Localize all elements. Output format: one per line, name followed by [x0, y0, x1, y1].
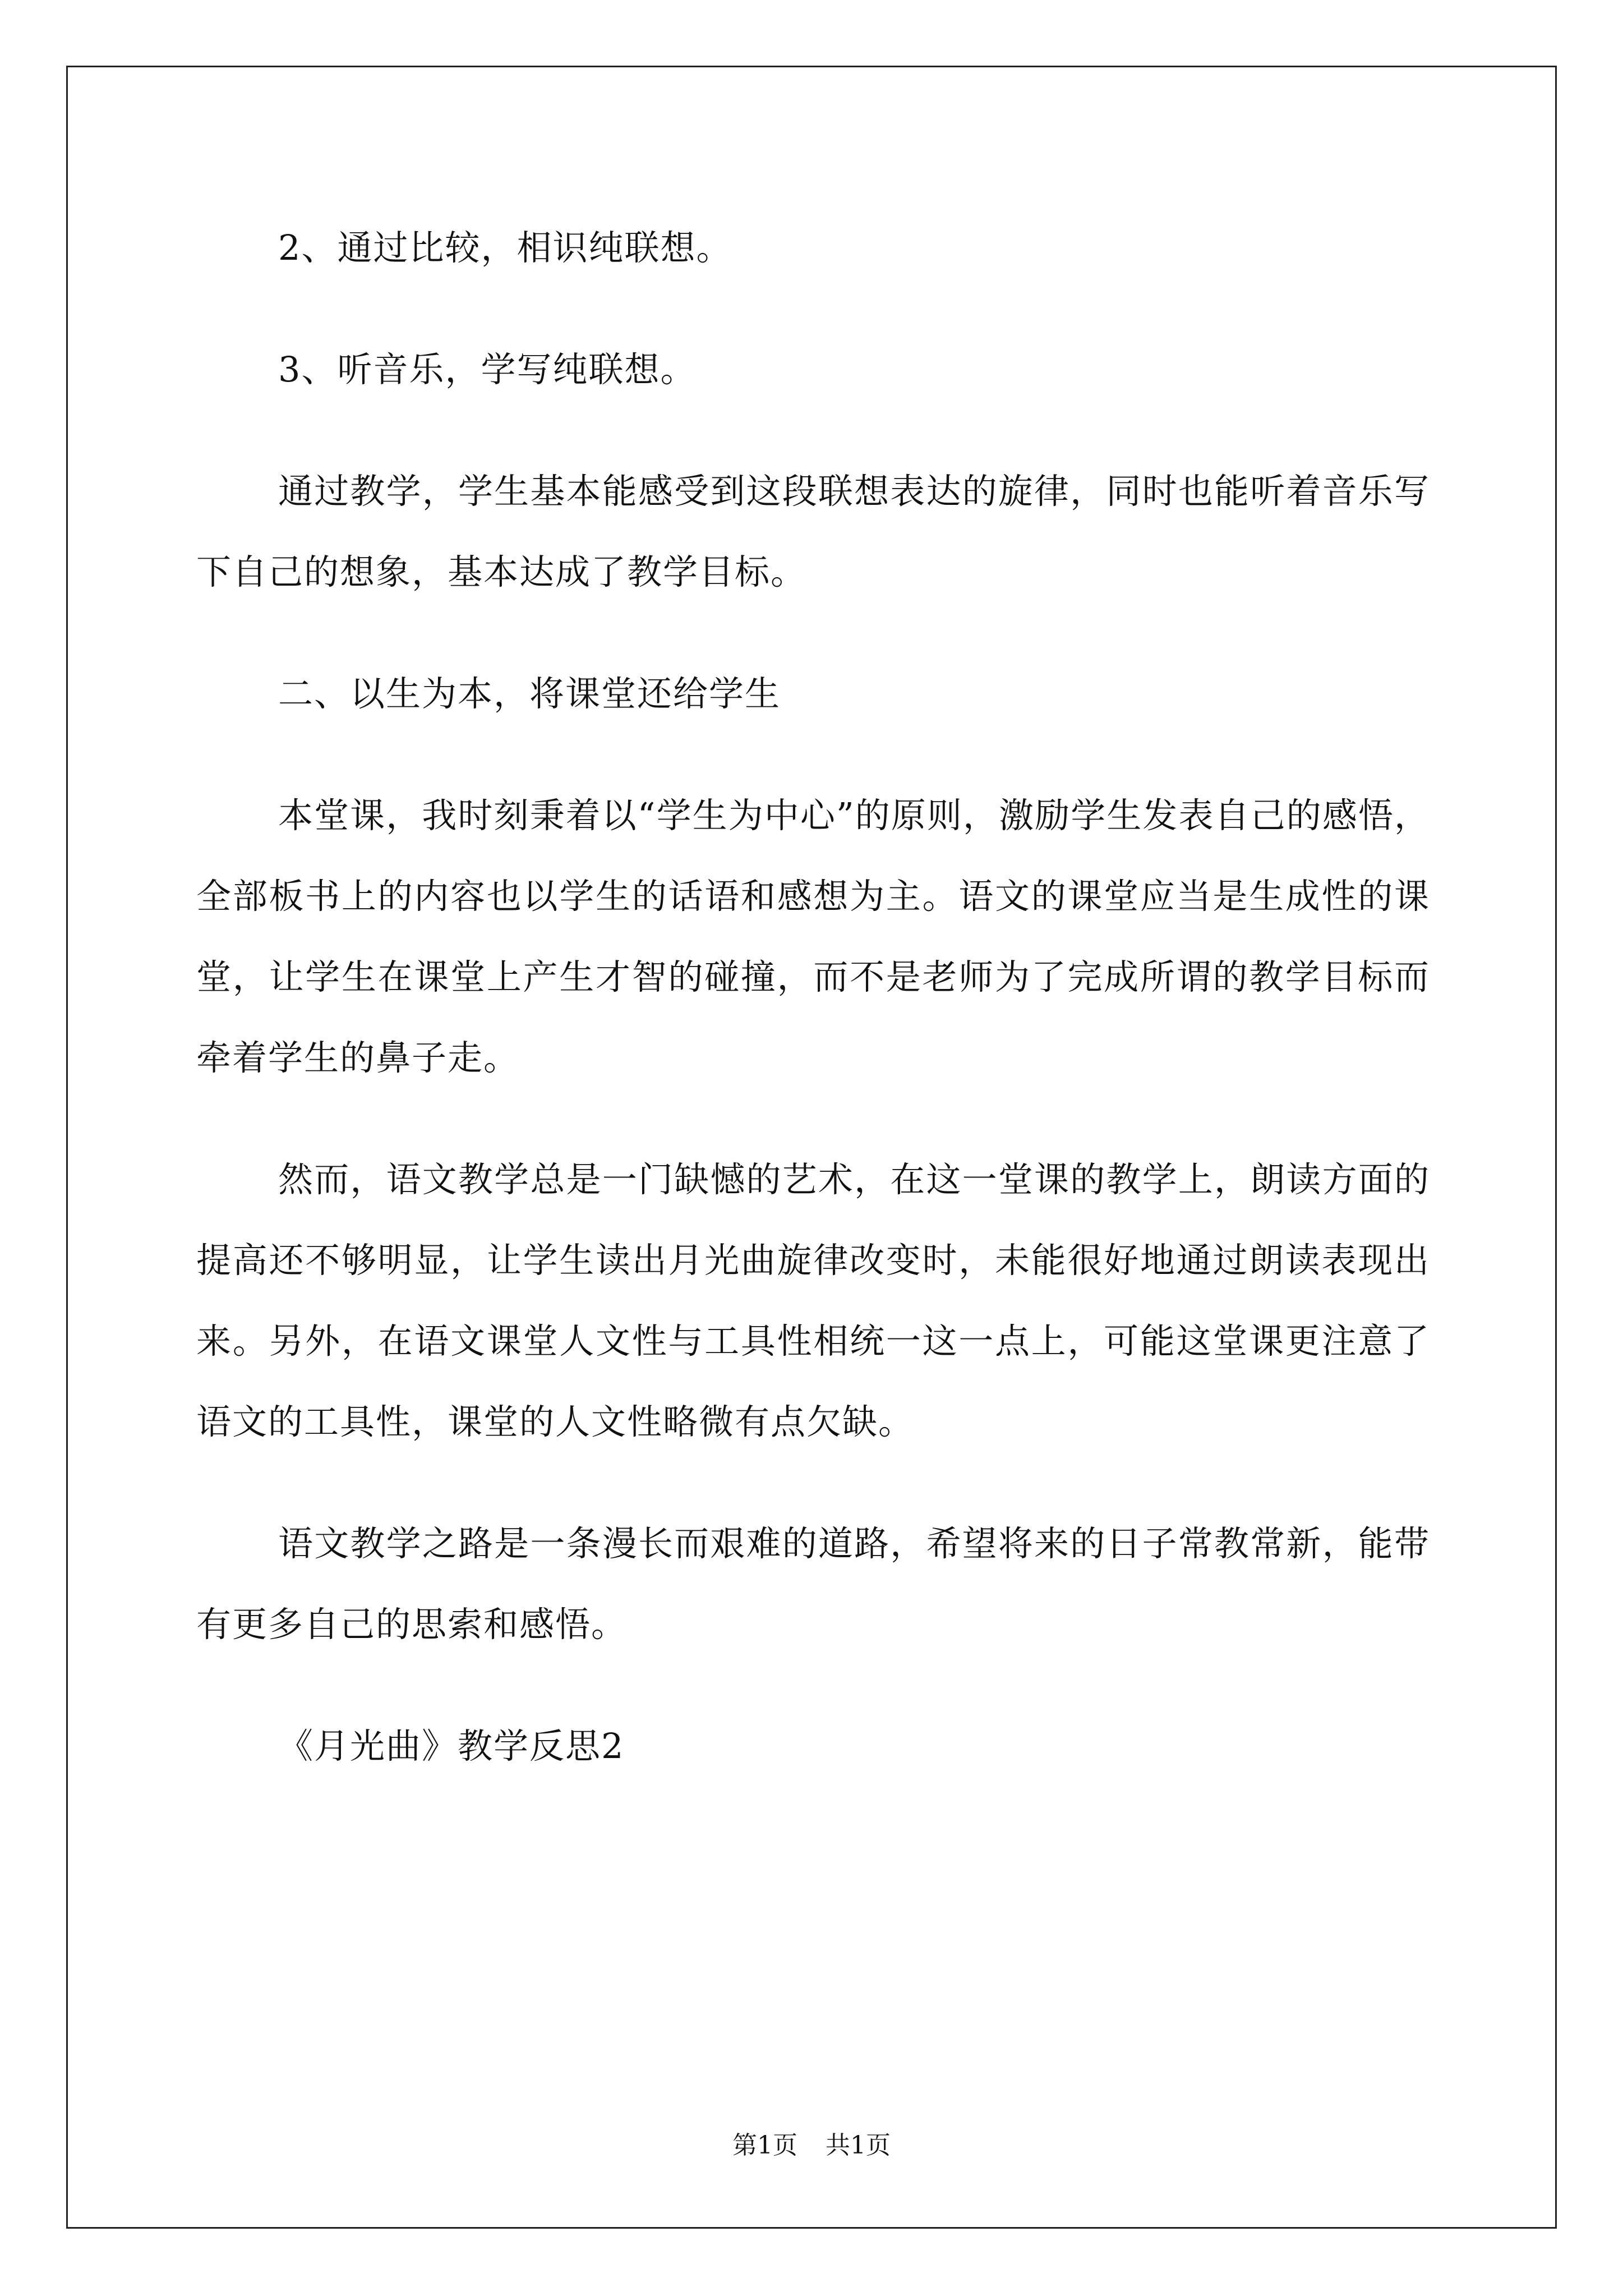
paragraph: 3、听音乐，学写纯联想。: [278, 349, 697, 390]
page-total: 共1页: [826, 2131, 891, 2160]
page-footer: [0, 2129, 1623, 2162]
paragraph: 2、通过比较，相识纯联想。: [278, 227, 732, 268]
paragraph: 然而，语文教学总是一门缺憾的艺术，在这一堂课的教学上，朗读方面的提高还不够明显，让学生读出月光曲旋律改变时，未能很好地通过朗读表现出来。另外，在语文课堂人文性与工具性相统一这一点上，可能这堂课更注意了语文的工具性，课堂的人文性略微有点欠缺。: [196, 1159, 1430, 1442]
document-subtitle: 《月光曲》教学反思2: [278, 1726, 625, 1766]
paragraph: 本堂课，我时刻秉着以“学生为中心”的原则，激励学生发表自己的感悟，全部板书上的内容也以学生的话语和感想为主。语文的课堂应当是生成性的课堂，让学生在课堂上产生才智的碰撞，而不是老师为了完成所谓的教学目标而牵着学生的鼻子走。: [196, 795, 1430, 1078]
paragraph: 语文教学之路是一条漫长而艰难的道路，希望将来的日子常教常新，能带有更多自己的思索和感悟。: [196, 1523, 1430, 1645]
page-number: 第1页: [732, 2131, 797, 2160]
document-body: [196, 208, 1430, 1828]
section-heading: 二、以生为本，将课堂还给学生: [278, 673, 781, 714]
paragraph: 通过教学，学生基本能感受到这段联想表达的旋律，同时也能听着音乐写下自己的想象，基本达成了教学目标。: [196, 471, 1430, 592]
